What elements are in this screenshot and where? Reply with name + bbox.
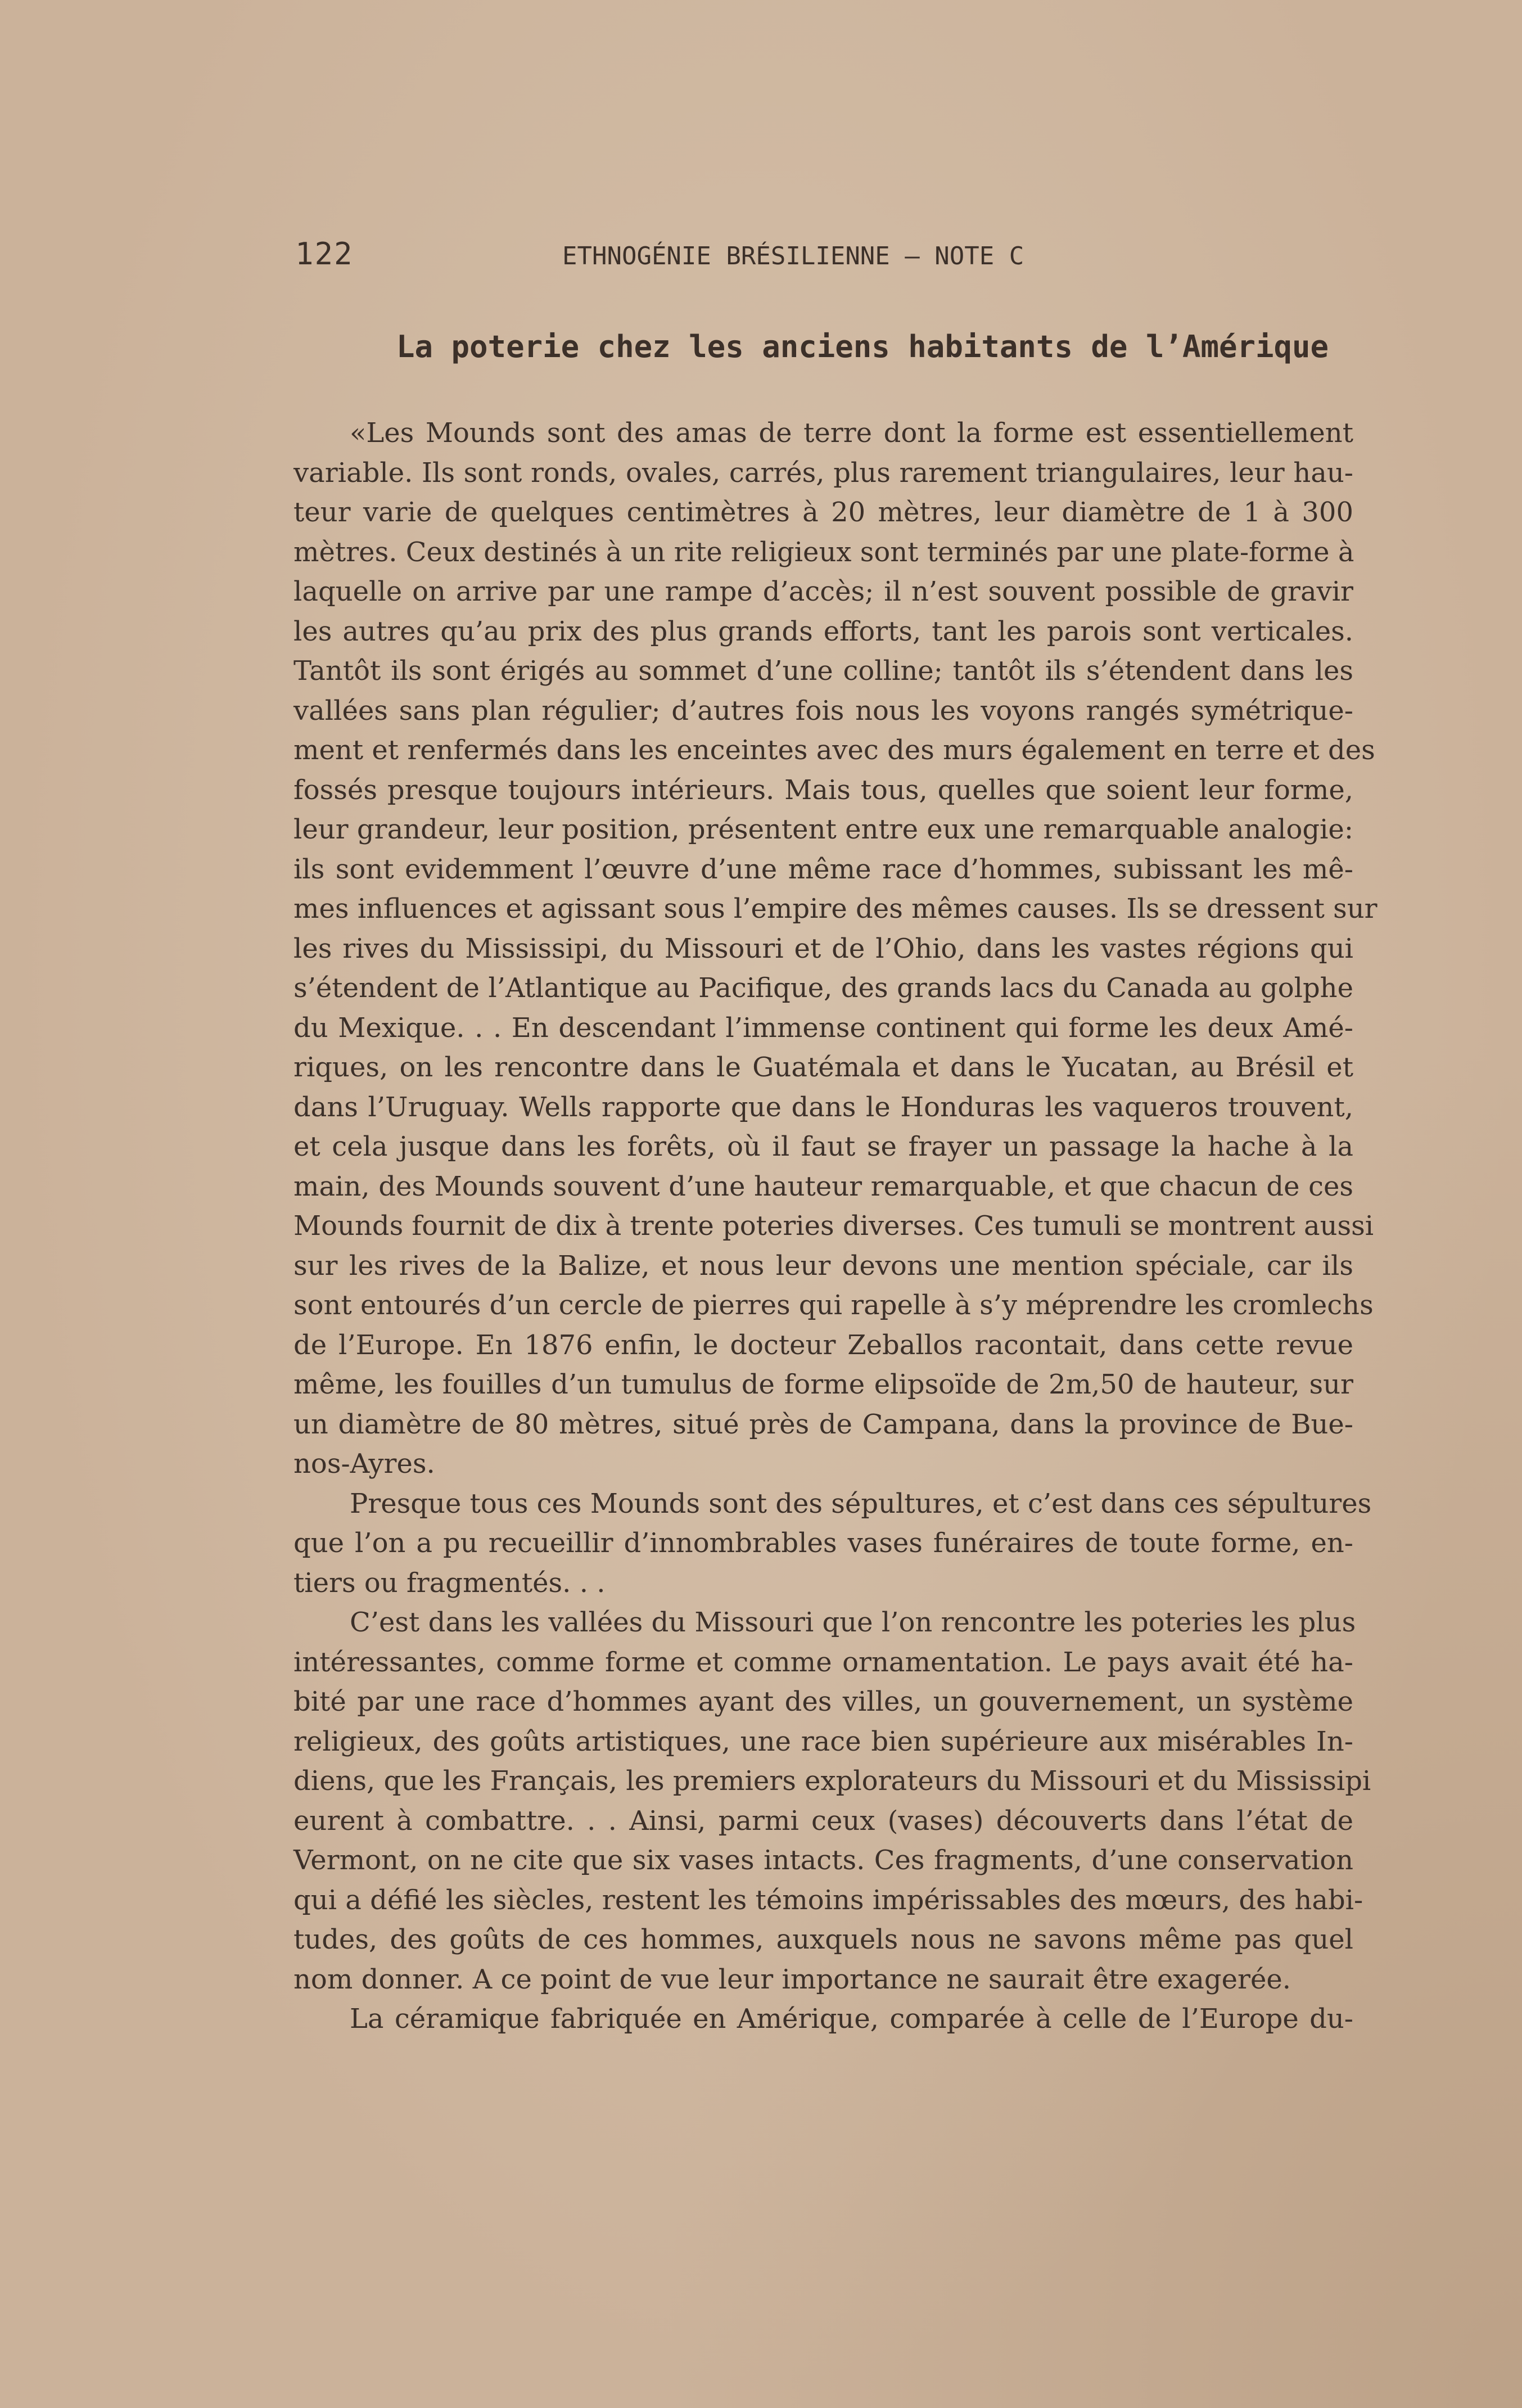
text-line: eurent à combattre. . . Ainsi, parmi ceux (vases) découverts dans l’état de — [293, 1805, 1353, 1837]
text-line: qui a défié les siècles, restent les témoins impérissables des mœurs, des habi- — [293, 1884, 1363, 1916]
text-line: nom donner. A ce point de vue leur importance ne saurait être exagerée. — [293, 1963, 1291, 1995]
text-line: La céramique fabriquée en Amérique, comparée à celle de l’Europe du- — [350, 2003, 1353, 2035]
text-line: bité par une race d’hommes ayant des villes, un gouvernement, un système — [293, 1686, 1353, 1717]
text-line: leur grandeur, leur position, présentent entre eux une remarquable analogie: — [293, 814, 1353, 845]
text-line: les rives du Mississipi, du Missouri et de l’Ohio, dans les vastes régions qui — [293, 932, 1353, 964]
text-line: laquelle on arrive par une rampe d’accès; il n’est souvent possible de gravir — [293, 576, 1353, 607]
text-line: fossés presque toujours intérieurs. Mais tous, quelles que soient leur forme, — [293, 774, 1353, 806]
text-line: de l’Europe. En 1876 enfin, le docteur Zeballos racontait, dans cette revue — [293, 1329, 1353, 1361]
text-line: même, les fouilles d’un tumulus de forme elipsoïde de 2m,50 de hauteur, sur — [293, 1369, 1353, 1400]
page-number: 122 — [295, 236, 354, 272]
text-line: ment et renfermés dans les enceintes avec des murs également en terre et des — [293, 734, 1375, 766]
text-line: C’est dans les vallées du Missouri que l’on rencontre les poteries les plus — [350, 1607, 1356, 1638]
text-line: intéressantes, comme forme et comme ornamentation. Le pays avait été ha- — [293, 1646, 1353, 1678]
text-line: vallées sans plan régulier; d’autres fois nous les voyons rangés symétrique- — [293, 695, 1353, 727]
text-line: tiers ou fragmentés. . . — [293, 1567, 606, 1599]
text-line: sur les rives de la Balize, et nous leur devons une mention spéciale, car ils — [293, 1250, 1353, 1282]
text-line: sont entourés d’un cercle de pierres qui rapelle à s’y méprendre les cromlechs — [293, 1289, 1374, 1321]
text-line: dans l’Uruguay. Wells rapporte que dans le Honduras les vaqueros trouvent, — [293, 1091, 1353, 1123]
text-line: s’étendent de l’Atlantique au Pacifique, des grands lacs du Canada au golphe — [293, 972, 1353, 1004]
text-line: main, des Mounds souvent d’une hauteur remarquable, et que chacun de ces — [293, 1170, 1353, 1202]
text-line: Vermont, on ne cite que six vases intacts. Ces fragments, d’une conservation — [293, 1845, 1353, 1876]
text-line: Tantôt ils sont érigés au sommet d’une colline; tantôt ils s’étendent dans les — [293, 655, 1353, 687]
text-line: religieux, des goûts artistiques, une race bien supérieure aux misérables In- — [293, 1725, 1353, 1757]
page-header — [295, 236, 1094, 281]
text-line: teur varie de quelques centimètres à 20 mètres, leur diamètre de 1 à 300 — [293, 497, 1353, 528]
text-line: un diamètre de 80 mètres, situé près de Campana, dans la province de Bue- — [293, 1408, 1353, 1440]
text-line: ils sont evidemment l’œuvre d’une même race d’hommes, subissant les mê- — [293, 853, 1353, 885]
text-line: variable. Ils sont ronds, ovales, carrés, plus rarement triangulaires, leur hau- — [293, 457, 1353, 489]
text-line: du Mexique. . . En descendant l’immense continent qui forme les deux Amé- — [293, 1012, 1353, 1044]
text-line: Mounds fournit de dix à trente poteries diverses. Ces tumuli se montrent aussi — [293, 1210, 1374, 1242]
running-head: ETHNOGÉNIE BRÉSILIENNE — NOTE C — [562, 242, 1024, 270]
text-line: diens, que les Français, les premiers explorateurs du Missouri et du Mississipi — [293, 1765, 1371, 1797]
article-title: La poterie chez les anciens habitants de l’Amérique — [396, 329, 1329, 364]
article-body — [293, 413, 1378, 2039]
text-line: mes influences et agissant sous l’empire des mêmes causes. Ils se dressent sur — [293, 893, 1378, 925]
text-line: riques, on les rencontre dans le Guatémala et dans le Yucatan, au Brésil et — [293, 1052, 1353, 1083]
text-line: nos-Ayres. — [293, 1448, 435, 1480]
text-line: et cela jusque dans les forêts, où il faut se frayer un passage la hache à la — [293, 1131, 1353, 1162]
text-line: tudes, des goûts de ces hommes, auxquels nous ne savons même pas quel — [293, 1924, 1353, 1955]
text-line: les autres qu’au prix des plus grands efforts, tant les parois sont verticales. — [293, 615, 1353, 647]
text-line: mètres. Ceux destinés à un rite religieux sont terminés par une plate-forme à — [293, 536, 1354, 568]
text-line: «Les Mounds sont des amas de terre dont la forme est essentiellement — [350, 417, 1353, 449]
text-line: Presque tous ces Mounds sont des sépultures, et c’est dans ces sépultures — [350, 1487, 1372, 1519]
text-line: que l’on a pu recueillir d’innombrables vases funéraires de toute forme, en- — [293, 1527, 1353, 1559]
